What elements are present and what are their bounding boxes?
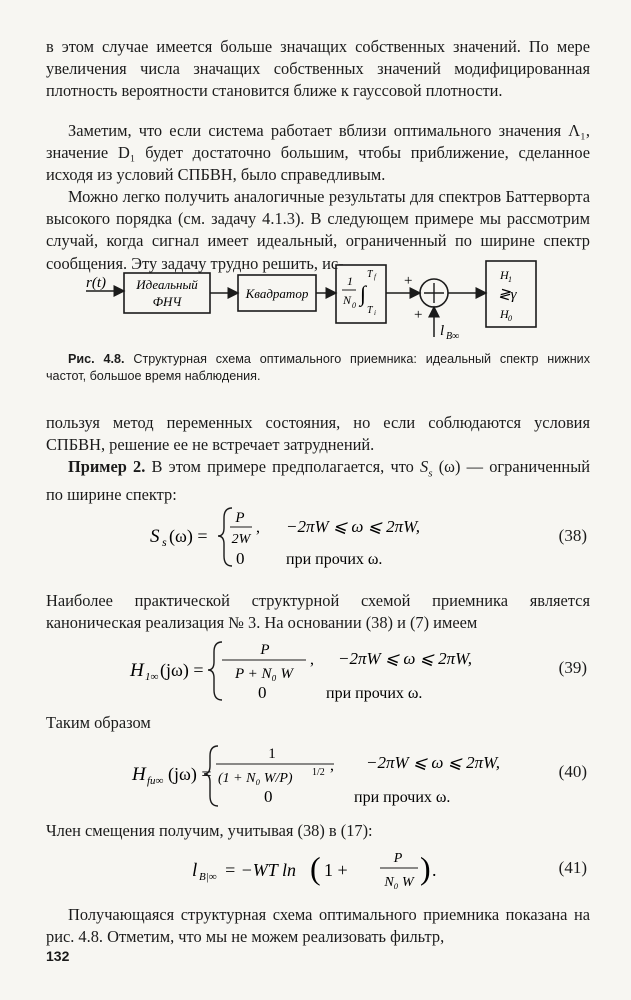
svg-text:0: 0 (264, 787, 273, 806)
svg-text:P: P (235, 510, 245, 526)
svg-text:l: l (192, 860, 198, 881)
svg-text:= −WT ln: = −WT ln (224, 860, 296, 880)
svg-text:fu∞: fu∞ (147, 775, 164, 787)
equation-40 (0, 740, 631, 812)
svg-text:при прочих ω.: при прочих ω. (354, 789, 451, 806)
lowpass-filter-label-2: ФНЧ (152, 294, 182, 309)
equation-41-number: (41) (558, 858, 587, 877)
sum-plus-top: + (404, 273, 413, 289)
svg-text:P + N₀ W: P + N₀ W (235, 666, 293, 682)
squarer-label: Квадратор (245, 286, 309, 301)
svg-text:.: . (432, 860, 437, 880)
example-label: Пример 2. (68, 457, 146, 476)
svg-text:−2πW ⩽ ω ⩽ 2πW,: −2πW ⩽ ω ⩽ 2πW, (338, 649, 473, 668)
svg-text:H: H (130, 660, 144, 681)
svg-text:−2πW ⩽ ω ⩽ 2πW,: −2πW ⩽ ω ⩽ 2πW, (286, 517, 421, 536)
decision-relation: ≷γ (498, 287, 517, 303)
svg-text:(jω) =: (jω) = (160, 660, 204, 680)
decision-h1: H (500, 268, 509, 282)
svg-text:P: P (260, 642, 270, 658)
svg-text:0: 0 (236, 549, 245, 568)
svg-text:(1 + N₀ W/P): (1 + N₀ W/P) (218, 771, 293, 786)
equation-41 (0, 846, 631, 896)
svg-text:1∞: 1∞ (145, 671, 159, 683)
svg-text:P: P (393, 851, 403, 866)
svg-text:(jω) =: (jω) = (168, 764, 212, 784)
decision-h0-sub: 0 (508, 314, 512, 323)
svg-text:): ) (420, 850, 431, 886)
paragraph-3: Можно легко получить аналогичные результаты для спектров Баттерворта высокого порядка (см. задачу 4.1.3). В следующем примере мы рассмотрим случай, когда сигнал имеет идеальный, ограниченный по ширине спектр сообщения. Эту задачу трудно решить, ис- (46, 187, 590, 273)
svg-text:,: , (310, 651, 314, 668)
svg-text:1 +: 1 + (324, 860, 348, 880)
svg-text:,: , (256, 519, 260, 536)
svg-text:(: ( (310, 850, 321, 886)
sum-plus-bottom: + (414, 307, 423, 323)
svg-text:s: s (162, 535, 167, 549)
paragraph-9: Получающаяся структурная схема оптимального приемника показана на рис. 4.8. Отметим, что мы не можем реализовать фильтр, (46, 905, 590, 947)
figure-caption-text: Структурная схема оптимального приемника: идеальный спектр нижних частот, большое время наблюдения. (46, 352, 591, 383)
page-number: 132 (46, 948, 70, 964)
svg-text:(ω) =: (ω) = (169, 526, 208, 546)
bias-sub: B∞ (446, 331, 460, 342)
integrator-n0-sub: 0 (352, 301, 356, 310)
svg-text:H: H (132, 764, 146, 785)
integrator-one: 1 (347, 274, 353, 288)
integrator-ti: T (367, 305, 373, 316)
bias-label: l (440, 323, 445, 339)
paragraph-6: Наиболее практической структурной схемой приемника является каноническая реализация № 3. На основании (38) и (7) имеем (46, 591, 590, 633)
svg-text:1: 1 (268, 746, 276, 762)
svg-text:−2πW ⩽ ω ⩽ 2πW,: −2πW ⩽ ω ⩽ 2πW, (366, 753, 501, 772)
paragraph-8: Член смещения получим, учитывая (38) в (17): (46, 821, 373, 840)
svg-text:1/2: 1/2 (312, 767, 325, 778)
svg-text:S: S (150, 526, 160, 547)
equation-40-number: (40) (558, 762, 587, 781)
paragraph-2: Заметим, что если система работает вблизи оптимального значения Λ₁, значение D₁ будет достаточно большим, чтобы приближение, сделанное исходя из условий СПБВН, было справедливым. (46, 121, 590, 185)
integrator-n0: N (343, 293, 352, 307)
svg-text:2W: 2W (231, 532, 251, 547)
figure-caption-label: Рис. 4.8. (68, 352, 125, 366)
decision-h0: H (500, 307, 509, 321)
paragraph-7: Таким образом (46, 713, 151, 732)
paragraph-5: Пример 2. В этом примере предполагается, что $S_s$ (ω) — ограниченный по ширине спектр: (46, 457, 590, 505)
paragraph-4: пользуя метод переменных состояния, но если соблюдаются условия СПБВН, решение ее не встречает затруднений. (46, 413, 590, 455)
integrator-tf: T (367, 269, 373, 280)
figure-caption (46, 351, 590, 385)
integrator-sign: ∫ (360, 281, 367, 306)
integrator-tf-sub: f (374, 273, 376, 281)
integrator-ti-sub: i (374, 309, 376, 317)
svg-text:B|∞: B|∞ (199, 871, 217, 883)
equation-38-number: (38) (558, 526, 587, 545)
paragraph-1: в этом случае имеется больше значащих собственных значений. По мере увеличения числа значащих собственных значений модифицированная плотность вероятности становится ближе к гауссовой плотности. (46, 37, 590, 101)
svg-text:при прочих ω.: при прочих ω. (286, 551, 383, 568)
svg-text:при прочих ω.: при прочих ω. (326, 685, 423, 702)
decision-h1-sub: 1 (508, 275, 512, 284)
svg-text:,: , (330, 757, 334, 774)
lowpass-filter-label-1: Идеальный (136, 277, 198, 292)
equation-39-number: (39) (558, 658, 587, 677)
svg-text:N₀ W: N₀ W (384, 875, 414, 890)
svg-text:0: 0 (258, 683, 267, 702)
block-diagram (0, 255, 631, 345)
equation-39 (0, 634, 631, 704)
equation-38 (0, 500, 631, 570)
input-signal-label: r(t) (86, 275, 106, 291)
